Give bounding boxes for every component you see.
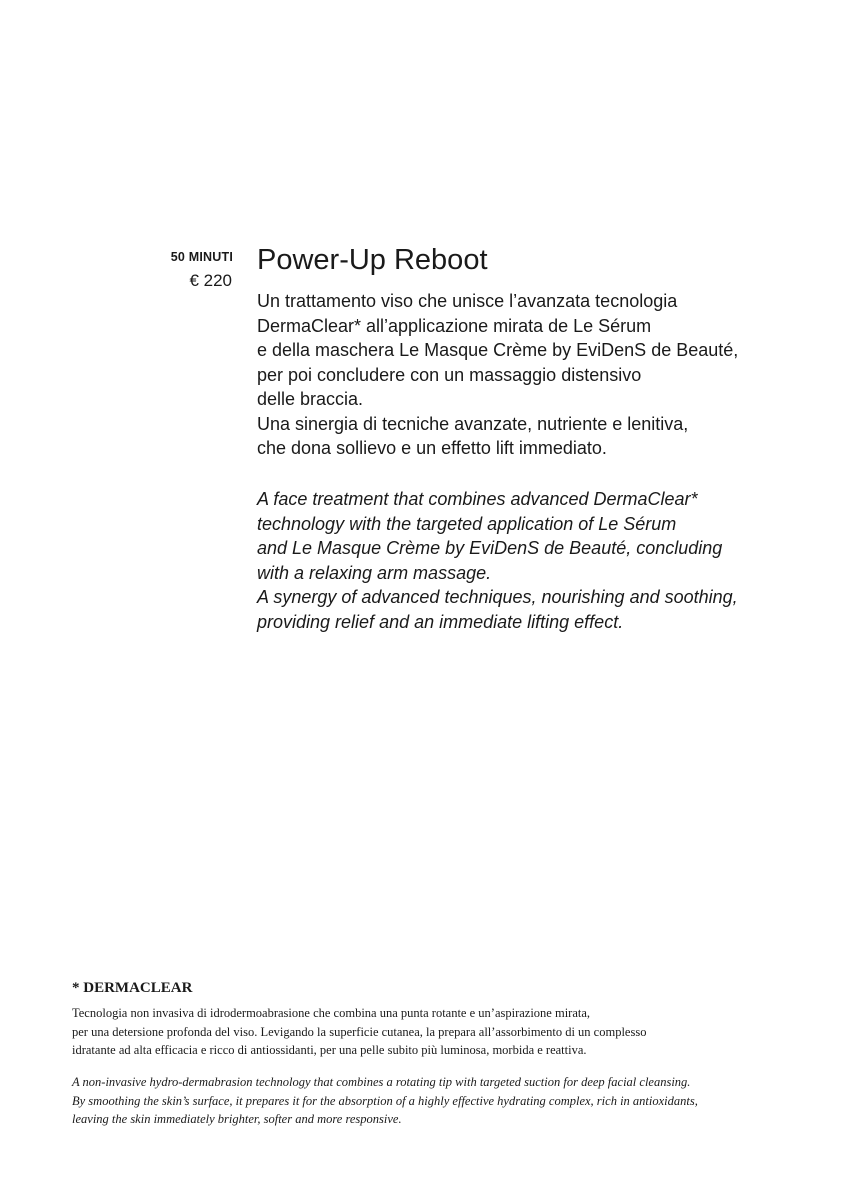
description-line: A synergy of advanced techniques, nourishing and soothing, bbox=[257, 587, 738, 607]
footnote-line: By smoothing the skin’s surface, it prepares it for the absorption of a highly effective hydrating complex, rich in antioxidants, bbox=[72, 1093, 698, 1108]
description-line: DermaClear* all’applicazione mirata de Le Sérum bbox=[257, 315, 652, 336]
treatment-price: € 220 bbox=[189, 271, 232, 290]
description-italian bbox=[257, 289, 738, 461]
description-line: providing relief and an immediate lifting effect. bbox=[257, 611, 624, 632]
description-line: delle braccia. bbox=[257, 389, 364, 409]
description-line: and Le Masque Crème by EviDenS de Beauté, concluding bbox=[257, 538, 723, 558]
description-line: Una sinergia di tecniche avanzate, nutriente e lenitiva, bbox=[257, 413, 689, 434]
description-line: che dona sollievo e un effetto lift immediato. bbox=[257, 438, 607, 458]
description-line: Un trattamento viso che unisce l’avanzata tecnologia bbox=[257, 291, 678, 311]
description-english bbox=[257, 487, 738, 634]
description-line: e della maschera Le Masque Crème by EviDenS de Beauté, bbox=[257, 340, 739, 360]
footnote-italian bbox=[72, 1004, 646, 1060]
description-line: per poi concludere con un massaggio distensivo bbox=[257, 364, 642, 385]
footnote-english bbox=[72, 1073, 698, 1129]
footnote-line: A non-invasive hydro-dermabrasion technology that combines a rotating tip with targeted suction for deep facial cleansing. bbox=[72, 1075, 691, 1089]
footnote-line: Tecnologia non invasiva di idrodermoabrasione che combina una punta rotante e un’aspirazione mirata, bbox=[72, 1006, 591, 1020]
description-line: technology with the targeted application of Le Sérum bbox=[257, 513, 677, 534]
treatment-title: Power-Up Reboot bbox=[257, 244, 488, 276]
description-line: A face treatment that combines advanced DermaClear* bbox=[257, 489, 698, 509]
footnote-title: * DERMACLEAR bbox=[72, 980, 193, 996]
footnote-line: per una detersione profonda del viso. Levigando la superficie cutanea, la prepara all’assorbimento di un complesso bbox=[72, 1024, 647, 1039]
footnote-line: idratante ad alta efficacia e ricco di antiossidanti, per una pelle subito più luminosa, morbida e reattiva. bbox=[72, 1043, 587, 1057]
footnote-line: leaving the skin immediately brighter, softer and more responsive. bbox=[72, 1112, 402, 1126]
description-line: with a relaxing arm massage. bbox=[257, 562, 492, 583]
treatment-duration: 50 MINUTI bbox=[170, 250, 233, 264]
